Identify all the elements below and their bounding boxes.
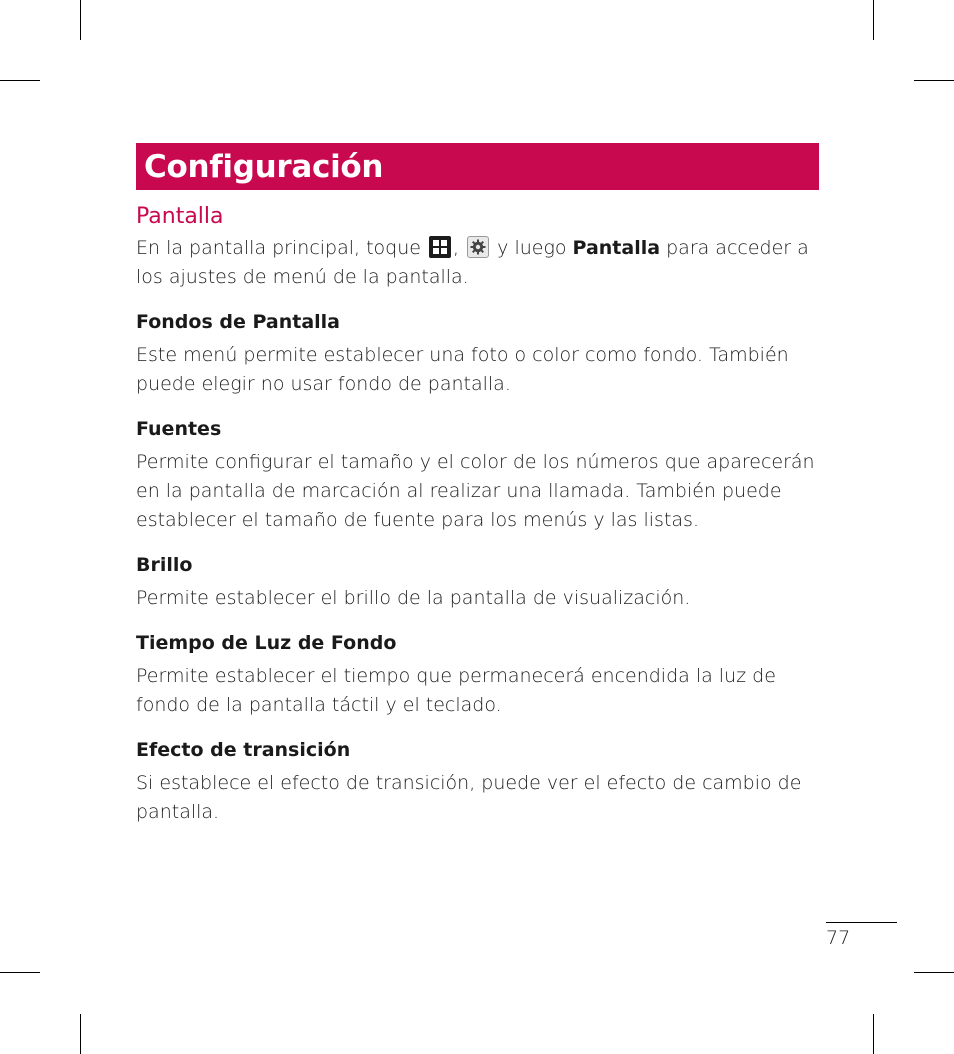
page-title: Configuración <box>144 149 384 185</box>
item-title: Fuentes <box>136 418 222 440</box>
item-title: Fondos de Pantalla <box>136 311 340 333</box>
crop-mark <box>873 0 874 40</box>
intro-text-start: En la pantalla principal, toque <box>136 237 421 259</box>
crop-mark <box>873 1014 874 1054</box>
item-title: Tiempo de Luz de Fondo <box>136 632 397 654</box>
item-title: Brillo <box>136 554 193 576</box>
crop-mark <box>80 1014 81 1054</box>
settings-icon <box>467 236 489 258</box>
apps-icon <box>429 236 451 258</box>
intro-text-middle: y luego <box>497 237 567 259</box>
item-block <box>136 736 820 827</box>
item-text: Permite establecer el tiempo que permanecerá encendida la luz de fondo de la pantalla táctil y el teclado. <box>136 665 776 716</box>
chapter-title-bar <box>136 143 819 190</box>
intro-bold-word: Pantalla <box>572 237 661 259</box>
crop-mark <box>0 972 40 973</box>
section-title: Pantalla <box>136 204 224 229</box>
item-text: Este menú permite establecer una foto o color como fondo. También puede elegir no usar fondo de pantalla. <box>136 344 789 395</box>
item-block <box>136 629 820 720</box>
page-number: 77 <box>826 927 851 949</box>
crop-mark <box>0 80 40 81</box>
item-text: Si establece el efecto de transición, puede ver el efecto de cambio de pantalla. <box>136 772 802 823</box>
item-text: Permite configurar el tamaño y el color de los números que aparecerán en la pantalla de marcación al realizar una llamada. También puede establecer el tamaño de fuente para los menús y las listas. <box>136 451 815 531</box>
intro-text-end: para acceder a los ajustes de menú de la pantalla. <box>136 237 809 288</box>
item-title: Efecto de transición <box>136 739 351 761</box>
page-content <box>136 200 820 827</box>
intro-paragraph <box>136 234 820 292</box>
crop-mark <box>80 0 81 40</box>
page-number-rule <box>826 922 897 923</box>
crop-mark <box>914 80 954 81</box>
item-text: Permite establecer el brillo de la pantalla de visualización. <box>136 587 691 609</box>
item-block <box>136 415 820 535</box>
crop-mark <box>914 972 954 973</box>
item-block <box>136 308 820 399</box>
intro-comma: , <box>453 237 460 259</box>
item-block <box>136 551 820 613</box>
